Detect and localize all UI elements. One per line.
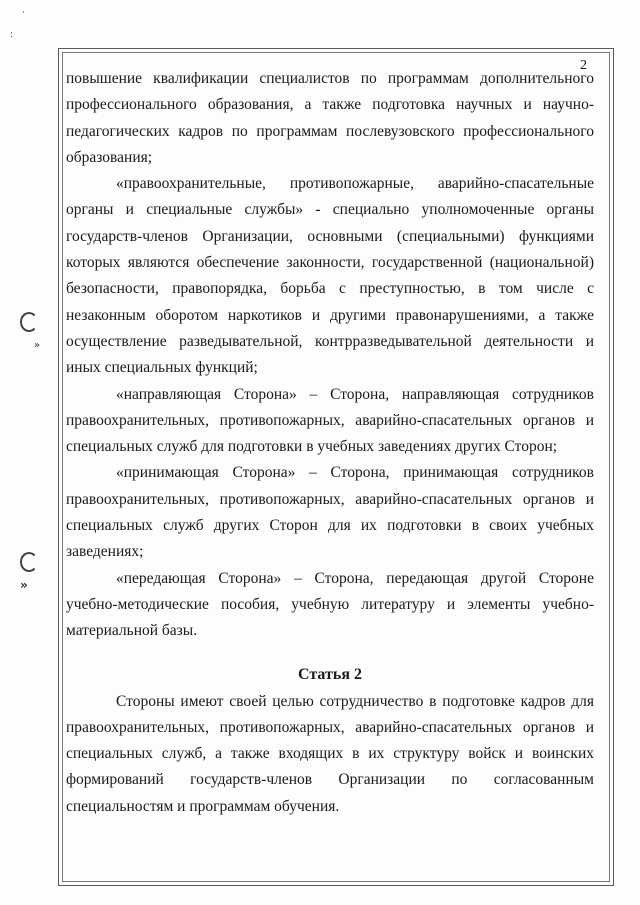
scan-mark-mid: » <box>34 340 41 351</box>
punch-hole-mark-2 <box>20 552 38 572</box>
definition-sending-party: «направляющая Сторона» – Сторона, направляющая сотрудников правоохранительных, противопожарных, аварийно-спасательных органов и специальных служб для подготовки в учебных заведениях других Сторон; <box>66 385 594 456</box>
article-2-paragraph: Стороны имеют своей целью сотрудничество в подготовке кадров для правоохранительных, противопожарных, аварийно-спасательных органов и специальных служб, а также входящих в их структуру войск и воинских формирований государств-членов Организации по согласованным специальностям и программам обучения. <box>66 692 594 815</box>
punch-hole-mark-1 <box>20 312 38 332</box>
document-body <box>66 66 594 820</box>
scan-mark-low: » <box>20 578 28 592</box>
definition-law-enforcement: «правоохранительные, противопожарные, аварийно-спасательные органы и специальные службы» - специально уполномоченные органы государств-членов Организации, основными (специальными) функциями которых являются обеспечение законности, государственной (национальной) безопасности, правопорядка, борьба с преступностью, в том числе с незаконным оборотом наркотиков и другими правонарушениями, а также осуществление разведывательной, контрразведывательной деятельности и иных специальных функций; <box>66 175 594 377</box>
definition-receiving-party: «принимающая Сторона» – Сторона, принимающая сотрудников правоохранительных, противопожарных, аварийно-спасательных органов и специальных служб других Сторон для их подготовки в своих учебных заведениях; <box>66 464 594 561</box>
paragraph-continuation: повышение квалификации специалистов по программам дополнительного профессионального образования, а также подготовка научных и научно-педагогических кадров по программам послевузовского профессионального образования; <box>66 70 594 166</box>
scan-mark-top-2: : <box>10 30 14 40</box>
article-heading: Статья 2 <box>298 665 362 683</box>
page-number: 2 <box>580 58 587 73</box>
definition-transferring-party: «передающая Сторона» – Сторона, передающая другой Стороне учебно-методические пособия, учебную литературу и элементы учебно-материальной базы. <box>66 569 594 640</box>
scan-mark-top: · <box>22 8 25 18</box>
